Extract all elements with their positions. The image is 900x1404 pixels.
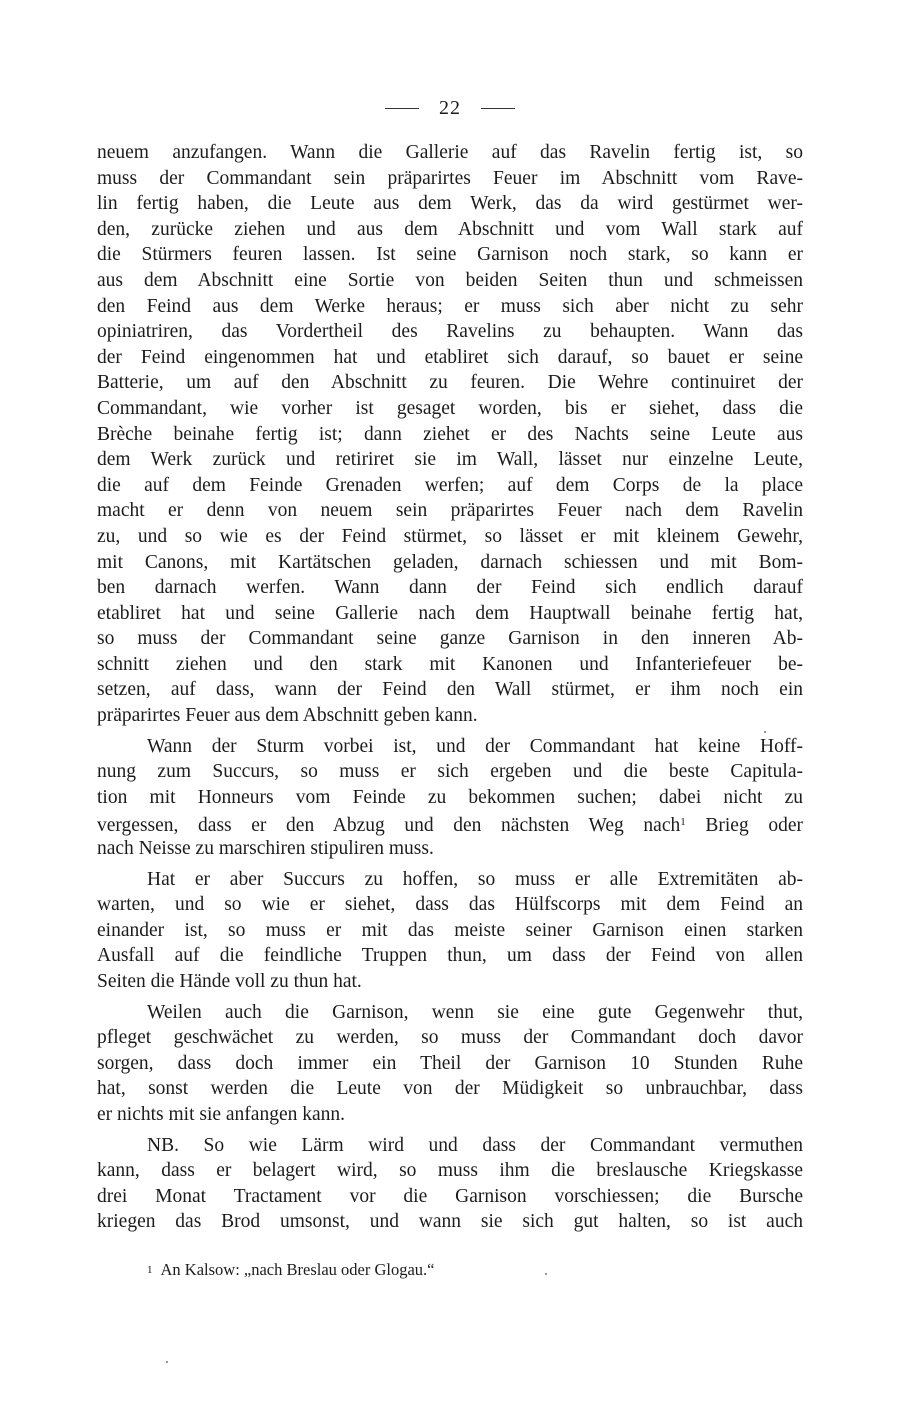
footnote-reference: 1 — [680, 816, 686, 829]
body-text — [97, 140, 803, 1235]
text-line: neuem anzufangen. Wann die Gallerie auf das Ravelin fertig ist, so — [97, 142, 803, 163]
text-line: sorgen, dass doch immer ein Theil der Garnison 10 Stunden Ruhe — [97, 1052, 803, 1074]
text-line: aus dem Abschnitt eine Sortie von beiden Seiten thun und schmeissen — [97, 269, 803, 291]
text-line: NB. So wie Lärm wird und dass der Commandant vermuthen — [147, 1134, 803, 1156]
text-line: präparirtes Feuer aus dem Abschnitt geben kann. — [97, 705, 478, 727]
print-speck — [166, 1361, 168, 1363]
header-rule-right — [481, 108, 515, 109]
text-line: Hat er aber Succurs zu hoffen, so muss er alle Extremitäten ab- — [147, 868, 803, 890]
text-line: mit Canons, mit Kartätschen geladen, darnach schiessen und mit Bom- — [97, 551, 803, 573]
text-line: den Feind aus dem Werke heraus; er muss sich aber nicht zu sehr — [97, 295, 803, 317]
header-rule-left — [385, 108, 419, 109]
line-text-tail: Brieg oder — [685, 815, 803, 837]
text-line: so muss der Commandant seine ganze Garnison in den inneren Ab- — [97, 628, 803, 650]
print-speck — [764, 731, 766, 733]
text-line: dem Werk zurück und retiriret sie im Wall, lässet nur einzelne Leute, — [97, 449, 803, 471]
text-line: er nichts mit sie anfangen kann. — [97, 1103, 346, 1125]
text-line: die auf dem Feinde Grenaden werfen; auf dem Corps de la place — [97, 474, 803, 496]
paragraph — [97, 1000, 803, 1128]
text-line: Seiten die Hände voll zu thun hat. — [97, 971, 362, 992]
paragraph — [97, 1133, 803, 1235]
text-line: Wann der Sturm vorbei ist, und der Commandant hat keine Hoff- — [147, 735, 803, 757]
text-line: drei Monat Tractament vor die Garnison vorschiessen; die Bursche — [97, 1185, 803, 1207]
text-line: opiniatriren, das Vordertheil des Ravelins zu behaupten. Wann das — [97, 321, 803, 343]
text-line: warten, und so wie er siehet, dass das Hülfscorps mit dem Feind an — [97, 894, 803, 916]
text-line: ben darnach werfen. Wann dann der Feind sich endlich darauf — [97, 577, 803, 599]
text-line: kriegen das Brod umsonst, und wann sie sich gut halten, so ist auch — [97, 1211, 803, 1233]
text-line: den, zurücke ziehen und aus dem Abschnitt und vom Wall stark auf — [97, 218, 803, 240]
paragraph — [97, 867, 803, 995]
text-line: nung zum Succurs, so muss er sich ergeben und die beste Capitula- — [97, 761, 803, 783]
text-line: etabliret hat und seine Gallerie nach dem Hauptwall beinahe fertig hat, — [97, 602, 803, 624]
line-text: vergessen, dass er den Abzug und den nächsten Weg nach — [97, 815, 681, 837]
footnote-text: An Kalsow: „nach Breslau oder Glogau.“ — [160, 1260, 435, 1279]
text-line: die Stürmers feuren lassen. Ist seine Garnison noch stark, so kann er — [97, 244, 803, 266]
footnote-mark: 1 — [147, 1264, 153, 1276]
text-line: Ausfall auf die feindliche Truppen thun, um dass der Feind von allen — [97, 945, 803, 967]
text-line: setzen, auf dass, wann der Feind den Wall stürmet, er ihm noch ein — [97, 679, 803, 701]
text-line: zu, und so wie es der Feind stürmet, so lässet er mit kleinem Gewehr, — [97, 525, 803, 547]
footnote — [147, 1259, 435, 1281]
text-line: hat, sonst werden die Leute von der Müdigkeit so unbrauchbar, dass — [97, 1078, 803, 1100]
text-line: schnitt ziehen und den stark mit Kanonen und Infanteriefeuer be- — [97, 653, 803, 675]
text-line: kann, dass er belagert wird, so muss ihm die breslausche Kriegskasse — [97, 1160, 803, 1182]
paragraph — [97, 734, 803, 862]
text-line: muss der Commandant sein präparirtes Feuer im Abschnitt vom Rave- — [97, 167, 803, 189]
text-line: nach Neisse zu marschiren stipuliren muss. — [97, 838, 434, 860]
print-speck — [545, 1273, 547, 1275]
page-header — [0, 96, 900, 120]
text-line: einander ist, so muss er mit das meiste seiner Garnison einen starken — [97, 919, 803, 941]
text-line: pfleget geschwächet zu werden, so muss der Commandant doch davor — [97, 1027, 803, 1049]
text-line: macht er denn von neuem sein präparirtes Feuer nach dem Ravelin — [97, 500, 803, 522]
text-line: Brèche beinahe fertig ist; dann ziehet er des Nachts seine Leute aus — [97, 423, 803, 445]
text-line: Weilen auch die Garnison, wenn sie eine gute Gegenwehr thut, — [147, 1001, 803, 1023]
text-line: Commandant, wie vorher ist gesaget worden, bis er siehet, dass die — [97, 397, 803, 419]
text-line: der Feind eingenommen hat und etabliret sich darauf, so bauet er seine — [97, 346, 803, 368]
text-line: tion mit Honneurs vom Feinde zu bekommen suchen; dabei nicht zu — [97, 786, 803, 808]
page-number: 22 — [439, 96, 461, 119]
paragraph — [97, 140, 803, 729]
text-line — [97, 810, 803, 836]
text-line: lin fertig haben, die Leute aus dem Werk, das da wird gestürmet wer- — [97, 193, 803, 215]
text-line: Batterie, um auf den Abschnitt zu feuren. Die Wehre continuiret der — [97, 372, 803, 394]
